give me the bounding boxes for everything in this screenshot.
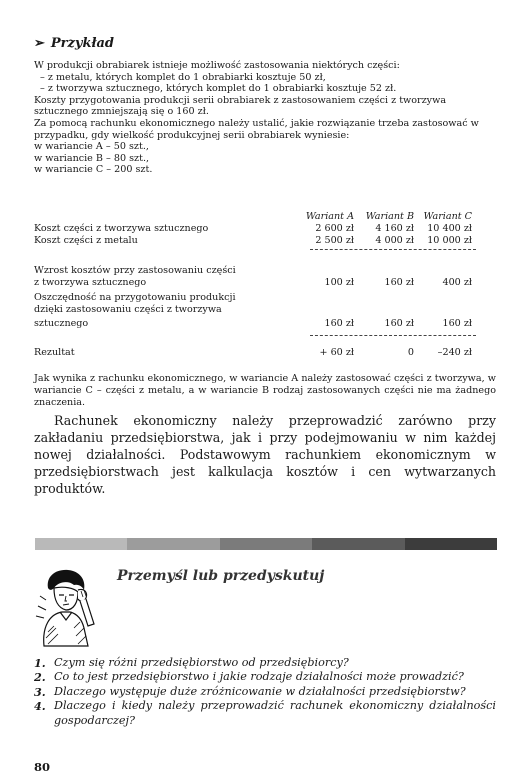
section-title: Przemyśl lub przedyskutuj bbox=[117, 568, 325, 584]
row-label: sztucznego bbox=[34, 318, 89, 329]
bar-segment bbox=[35, 538, 127, 550]
table-header-row bbox=[34, 211, 496, 223]
row-label: z tworzywa sztucznego bbox=[34, 277, 147, 288]
example-line: w wariancie C – 200 szt. bbox=[34, 164, 153, 176]
column-header: Wariant C bbox=[423, 211, 472, 222]
question-text: Czym się różni przedsiębiorstwo od przedsiębiorcy? bbox=[54, 656, 349, 669]
page-number: 80 bbox=[34, 760, 51, 774]
section-divider-bar bbox=[35, 538, 497, 550]
thinking-person-illustration bbox=[34, 566, 100, 650]
table-cell: 160 zł bbox=[324, 318, 354, 329]
example-line: W produkcji obrabiarek istnieje możliwość zastosowania niektórych części: bbox=[34, 60, 400, 71]
row-label-line: Wzrost kosztów przy zastosowaniu części bbox=[34, 265, 236, 276]
question-number: 2. bbox=[34, 670, 46, 685]
table-cell: 10 400 zł bbox=[427, 223, 472, 234]
question-list bbox=[34, 656, 496, 728]
thinking-person-icon bbox=[34, 566, 100, 650]
list-item bbox=[34, 670, 496, 684]
example-line: w wariancie B – 80 szt., bbox=[34, 152, 150, 164]
table-cell: –240 zł bbox=[437, 347, 472, 358]
column-header: Wariant B bbox=[365, 211, 414, 222]
list-item bbox=[34, 699, 496, 728]
question-text: Co to jest przedsiębiorstwo i jakie rodzaje działalności może prowadzić? bbox=[54, 670, 464, 684]
column-header: Wariant A bbox=[305, 211, 354, 222]
example-line: – z metalu, których komplet do 1 obrabiarki kosztuje 50 zł, bbox=[40, 71, 326, 83]
bar-segment bbox=[405, 538, 497, 550]
example-line: Koszty przygotowania produkcji serii obrabiarek z zastosowaniem części z tworzywa sztucznego zmniejszają się o 160 zł. bbox=[34, 94, 447, 118]
bar-segment bbox=[220, 538, 312, 550]
example-body bbox=[34, 60, 496, 176]
bar-segment bbox=[127, 538, 219, 550]
row-label: Rezultat bbox=[34, 347, 75, 358]
table-cell: 160 zł bbox=[384, 277, 414, 288]
table-cell: 2 500 zł bbox=[315, 235, 354, 246]
question-number: 3. bbox=[34, 684, 46, 699]
example-title: Przykład bbox=[50, 36, 114, 51]
list-item bbox=[34, 685, 496, 699]
dashed-divider bbox=[310, 249, 476, 250]
row-label: Koszt części z tworzywa sztucznego bbox=[34, 223, 209, 234]
table-row bbox=[34, 235, 496, 247]
table-row bbox=[34, 277, 496, 289]
table-cell: 160 zł bbox=[442, 318, 472, 329]
example-line: w wariancie A – 50 szt., bbox=[34, 141, 149, 153]
table-cell: 4 160 zł bbox=[375, 223, 414, 234]
question-text: Dlaczego i kiedy należy przeprowadzić rachunek ekonomiczny działalności gospodarczej? bbox=[54, 699, 496, 727]
table-cell: 10 000 zł bbox=[427, 235, 472, 246]
row-label: Koszt części z metalu bbox=[34, 235, 138, 246]
table-cell: 400 zł bbox=[442, 277, 472, 288]
question-text: Dlaczego występuje duże zróżnicowanie w działalności przedsiębiorstw? bbox=[54, 684, 466, 698]
table-row bbox=[34, 318, 496, 330]
example-header bbox=[34, 36, 114, 51]
example-line: – z tworzywa sztucznego, których komplet do 1 obrabiarki kosztuje 52 zł. bbox=[40, 83, 397, 95]
arrow-bullet-icon: ➢ bbox=[34, 36, 45, 51]
example-conclusion: Jak wynika z rachunku ekonomicznego, w wariancie A należy zastosować części z tworzywa, w wariancie C – części z metalu, a w wariancie B rodzaj zastosowanych części nie ma żadnego znaczenia. bbox=[34, 373, 496, 408]
row-label-line: dzięki zastosowaniu części z tworzywa bbox=[34, 304, 222, 315]
table-cell: + 60 zł bbox=[319, 347, 354, 358]
question-number: 4. bbox=[34, 699, 46, 714]
table-cell: 2 600 zł bbox=[315, 223, 354, 234]
table-row bbox=[34, 223, 496, 235]
bar-segment bbox=[312, 538, 404, 550]
table-row bbox=[34, 347, 496, 359]
list-item bbox=[34, 656, 496, 670]
row-label-line: Oszczędność na przygotowaniu produkcji bbox=[34, 292, 236, 303]
question-number: 1. bbox=[34, 656, 46, 670]
table-cell: 4 000 zł bbox=[375, 235, 414, 246]
table-cell: 160 zł bbox=[384, 318, 414, 329]
body-paragraph: Rachunek ekonomiczny należy przeprowadzić zarówno przy zakładaniu przedsiębiorstwa, jak i przy podejmowaniu w nim każdej nowej działalności. Podstawowym rachunkiem ekonomicznym w przedsiębiorstwach jest kalkulacja kosztów i cen wytwarzanych produktów. bbox=[34, 413, 496, 496]
dashed-divider bbox=[310, 335, 476, 336]
example-line: Za pomocą rachunku ekonomicznego należy ustalić, jakie rozwiązanie trzeba zastosować w przypadku, gdy wielkość produkcyjnej serii obrabiarek wyniesie: bbox=[34, 117, 479, 141]
table-cell: 100 zł bbox=[324, 277, 354, 288]
table-cell: 0 bbox=[407, 347, 414, 358]
